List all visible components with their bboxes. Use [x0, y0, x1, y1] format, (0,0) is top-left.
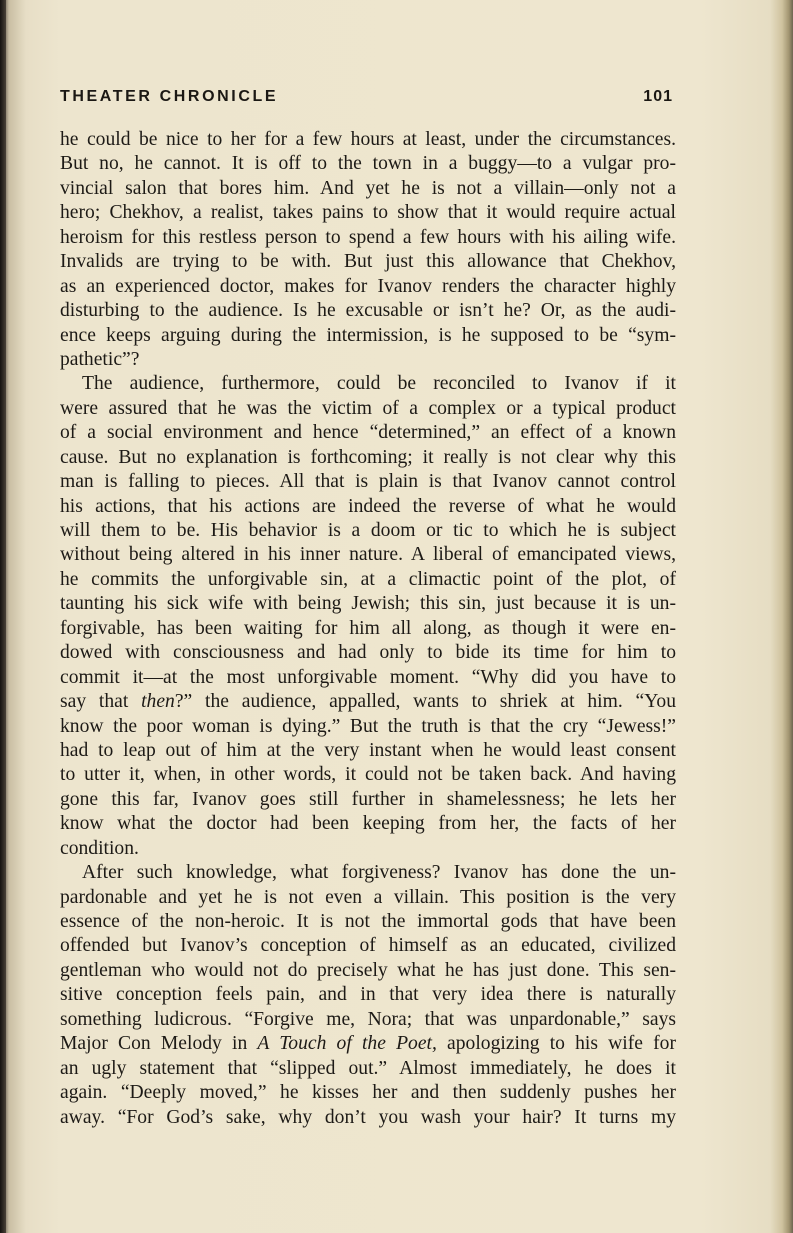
text-line: commit it—at the most unforgivable moment. “Why did you have to — [60, 666, 676, 688]
text-line: ence keeps arguing during the intermission, is he supposed to be “sym- — [60, 324, 676, 346]
text-line: dowed with consciousness and had only to bide its time for him to — [60, 642, 676, 664]
text-line: vincial salon that bores him. And yet he is not a villain—only not a — [60, 177, 676, 199]
body-text — [60, 128, 676, 1130]
text-line: man is falling to pieces. All that is plain is that Ivanov cannot control — [60, 471, 676, 493]
text-line: After such knowledge, what forgiveness? Ivanov has done the un- — [82, 862, 676, 884]
text-line: without being altered in his inner nature. A liberal of emancipated views, — [60, 544, 676, 566]
running-head-title: THEATER CHRONICLE — [60, 88, 279, 105]
text-run: say that — [60, 691, 142, 713]
text-line: away. “For God’s sake, why don’t you wash your hair? It turns my — [60, 1106, 676, 1128]
text-line: again. “Deeply moved,” he kisses her and then suddenly pushes her — [60, 1082, 676, 1104]
text-line: pathetic”? — [60, 348, 140, 370]
text-line: gone this far, Ivanov goes still further in shamelessness; he lets her — [60, 788, 676, 810]
text-line: heroism for this restless person to spend a few hours with his ailing wife. — [60, 226, 676, 248]
page-number: 101 — [643, 88, 673, 105]
running-head — [60, 88, 673, 114]
text-line: hero; Chekhov, a realist, takes pains to show that it would require actual — [60, 202, 676, 224]
text-line: gentleman who would not do precisely what he has just done. This sen- — [60, 959, 676, 981]
text-line: his actions, that his actions are indeed the reverse of what he would — [60, 495, 676, 517]
text-run: Major Con Melody in — [60, 1033, 258, 1055]
text-line: of a social environment and hence “determined,” an effect of a known — [60, 422, 676, 444]
text-line — [60, 690, 676, 714]
text-line: had to leap out of him at the very instant when he would least consent — [60, 739, 676, 761]
text-line: know the poor woman is dying.” But the truth is that the cry “Jewess!” — [60, 715, 676, 737]
text-line: he could be nice to her for a few hours at least, under the circumstances. — [60, 129, 676, 150]
text-line: as an experienced doctor, makes for Ivanov renders the character highly — [60, 275, 676, 297]
text-line: disturbing to the audience. Is he excusable or isn’t he? Or, as the audi- — [60, 300, 676, 322]
italic-word: then — [141, 691, 175, 713]
text-line: forgivable, has been waiting for him all along, as though it were en- — [60, 617, 676, 639]
text-line — [60, 1032, 676, 1056]
text-line: an ugly statement that “slipped out.” Almost immediately, he does it — [60, 1057, 676, 1079]
text-line: condition. — [60, 837, 139, 859]
text-run: ?” the audience, appalled, wants to shriek at him. “You — [174, 691, 676, 713]
text-line: essence of the non-heroic. It is not the immortal gods that have been — [60, 911, 676, 932]
text-line: pardonable and yet he is not even a villain. This position is the very — [60, 886, 676, 908]
text-line: something ludicrous. “Forgive me, Nora; that was unpardonable,” says — [60, 1008, 676, 1030]
text-run: apologizing to his wife for — [436, 1033, 676, 1055]
text-line: offended but Ivanov’s conception of himself as an educated, civilized — [60, 935, 676, 957]
text-line: cause. But no explanation is forthcoming; it really is not clear why this — [60, 446, 676, 468]
book-spine-shadow — [0, 0, 6, 1233]
text-line: he commits the unforgivable sin, at a climactic point of the plot, of — [60, 568, 676, 590]
text-line: were assured that he was the victim of a complex or a typical product — [60, 397, 676, 419]
text-line: Invalids are trying to be with. But just this allowance that Chekhov, — [60, 251, 676, 273]
text-line: The audience, furthermore, could be reconciled to Ivanov if it — [82, 373, 676, 395]
text-line: to utter it, when, in other words, it could not be taken back. And having — [60, 764, 676, 786]
text-line: will them to be. His behavior is a doom or tic to which he is subject — [60, 520, 676, 541]
text-line: know what the doctor had been keeping from her, the facts of her — [60, 813, 676, 835]
italic-title: A Touch of the Poet, — [257, 1033, 437, 1055]
text-line: taunting his sick wife with being Jewish; this sin, just because it is un- — [60, 593, 676, 615]
text-line: But no, he cannot. It is off to the town in a buggy—to a vulgar pro- — [60, 153, 676, 175]
text-line: sitive conception feels pain, and in that very idea there is naturally — [60, 984, 676, 1006]
